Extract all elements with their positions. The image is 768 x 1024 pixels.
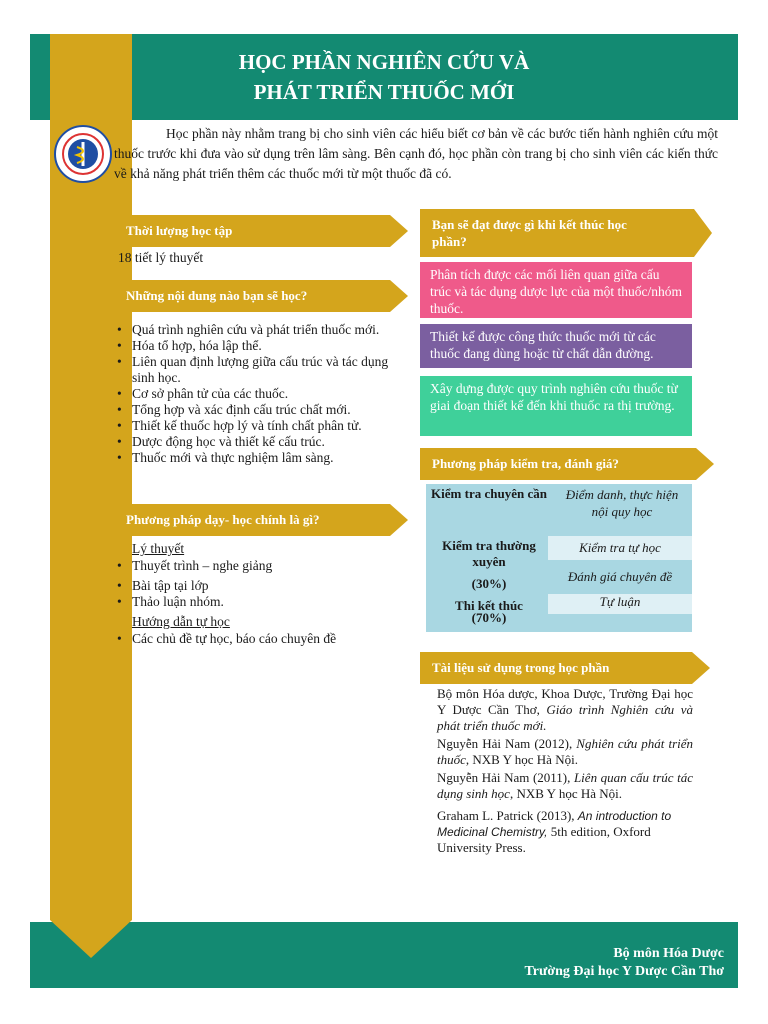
row1-label: Kiểm tra chuyên cần bbox=[431, 486, 547, 501]
footer-university: Trường Đại học Y Dược Cần Thơ bbox=[524, 964, 724, 979]
reference-3-author: Nguyễn Hải Nam (2011), bbox=[437, 770, 574, 785]
outcome-card-2: Thiết kế được công thức thuốc mới từ các thuốc đang dùng hoặc từ chất dẫn đường. bbox=[420, 324, 692, 368]
reference-4-publisher: 5th edition, Oxford University Press. bbox=[437, 824, 651, 855]
methods-heading-text: Phương pháp dạy- học chính là gì? bbox=[126, 512, 320, 527]
row1-value: Điểm danh, thực hiện nội quy học bbox=[565, 487, 679, 519]
content-list bbox=[116, 322, 404, 466]
outcome-card-1: Phân tích được các mối liên quan giữa cấu trúc và tác dụng dược lực của một thuốc/nhóm thuốc. bbox=[420, 262, 692, 318]
theory-label: Lý thuyết bbox=[132, 541, 185, 556]
content-heading bbox=[114, 280, 390, 312]
list-item: • Thuốc mới và thực nghiệm lâm sàng. bbox=[132, 450, 404, 466]
list-item: • Thảo luận nhóm. bbox=[132, 594, 404, 610]
duration-heading-text: Thời lượng học tập bbox=[126, 223, 233, 238]
list-item: • Tổng hợp và xác định cấu trúc chất mới. bbox=[132, 402, 404, 418]
reference-2 bbox=[437, 736, 693, 768]
methods-heading bbox=[114, 504, 390, 536]
reference-4-title: An introduction to Medicinal Chemistry, bbox=[437, 809, 672, 839]
list-item: • Dược động học và thiết kế cấu trúc. bbox=[132, 434, 404, 450]
list-item: • Bài tập tại lớp bbox=[132, 578, 404, 594]
row2-value-b: Đánh giá chuyên đề bbox=[567, 569, 673, 584]
reference-2-author: Nguyễn Hải Nam (2012), bbox=[437, 736, 577, 751]
reference-1 bbox=[437, 686, 693, 734]
list-item: • Hóa tổ hợp, hóa lập thể. bbox=[132, 338, 404, 354]
reference-2-title: Nghiên cứu phát triển thuốc bbox=[437, 736, 694, 767]
assessment-table bbox=[426, 484, 692, 632]
reference-3-publisher: , NXB Y học Hà Nội. bbox=[509, 786, 623, 801]
reference-1-author: Bộ môn Hóa dược, Khoa Dược, Trường Đại học Y Dược Cần Thơ, bbox=[437, 686, 693, 717]
footer-department: Bộ môn Hóa Dược bbox=[613, 946, 724, 961]
outcomes-heading-text: Bạn sẽ đạt được gì khi kết thúc học phần? bbox=[432, 217, 627, 249]
list-item: • Các chủ đề tự học, báo cáo chuyên đề bbox=[132, 631, 404, 647]
theory-list bbox=[116, 558, 404, 610]
university-emblem-icon bbox=[54, 125, 112, 183]
header-band bbox=[30, 34, 738, 120]
page-title-line2: PHÁT TRIỂN THUỐC MỚI bbox=[253, 80, 515, 104]
outcome-card-3: Xây dựng được quy trình nghiên cứu thuốc từ giai đoạn thiết kế đến khi thuốc ra thị trường. bbox=[420, 376, 692, 436]
row3-percent: (70%) bbox=[471, 610, 507, 625]
assessment-heading bbox=[420, 448, 696, 480]
list-item: • Liên quan định lượng giữa cấu trúc và tác dụng sinh học. bbox=[132, 354, 404, 386]
selfstudy-label: Hướng dẫn tự học bbox=[132, 614, 230, 629]
row2-percent: (30%) bbox=[471, 576, 507, 591]
duration-heading bbox=[114, 215, 390, 247]
list-item: • Thuyết trình – nghe giảng bbox=[132, 558, 404, 574]
selfstudy-list bbox=[116, 631, 404, 647]
list-item: • Quá trình nghiên cứu và phát triển thuốc mới. bbox=[132, 322, 404, 338]
assessment-heading-text: Phương pháp kiểm tra, đánh giá? bbox=[432, 456, 619, 471]
row2-value-a: Kiểm tra tự học bbox=[579, 540, 661, 555]
content-heading-text: Những nội dung nào bạn sẽ học? bbox=[126, 288, 308, 303]
footer-band bbox=[30, 922, 738, 988]
references-heading-text: Tài liệu sử dụng trong học phần bbox=[432, 660, 610, 675]
duration-value: 18 tiết lý thuyết bbox=[118, 250, 204, 265]
row3-label: Thi kết thúc bbox=[455, 598, 523, 613]
reference-4 bbox=[437, 808, 687, 856]
list-item: • Thiết kế thuốc hợp lý và tính chất phân tử. bbox=[132, 418, 404, 434]
reference-2-publisher: , NXB Y học Hà Nội. bbox=[465, 752, 578, 767]
list-item: • Cơ sở phân tử của các thuốc. bbox=[132, 386, 404, 402]
reference-4-author: Graham L. Patrick (2013), bbox=[437, 808, 578, 823]
references-heading bbox=[420, 652, 692, 684]
reference-3-title: Liên quan cấu trúc tác dụng sinh học bbox=[437, 770, 693, 801]
row2-label: Kiểm tra thường xuyên bbox=[442, 538, 536, 569]
reference-1-title: Giáo trình Nghiên cứu và phát triển thuốc mới. bbox=[437, 702, 693, 733]
outcomes-heading bbox=[420, 209, 694, 257]
page-title-line1: HỌC PHẦN NGHIÊN CỨU VÀ bbox=[238, 50, 530, 74]
row3-value: Tự luận bbox=[599, 594, 641, 609]
intro-paragraph: Học phần này nhằm trang bị cho sinh viên các hiểu biết cơ bản về các bước tiến hành nghiên cứu một thuốc trước khi đưa vào sử dụng trên lâm sàng. Bên cạnh đó, học phần còn trang bị cho sinh viên các kiến thức về khả năng phát triển thêm các thuốc mới từ một thuốc đã có. bbox=[114, 126, 718, 181]
reference-3 bbox=[437, 770, 693, 802]
